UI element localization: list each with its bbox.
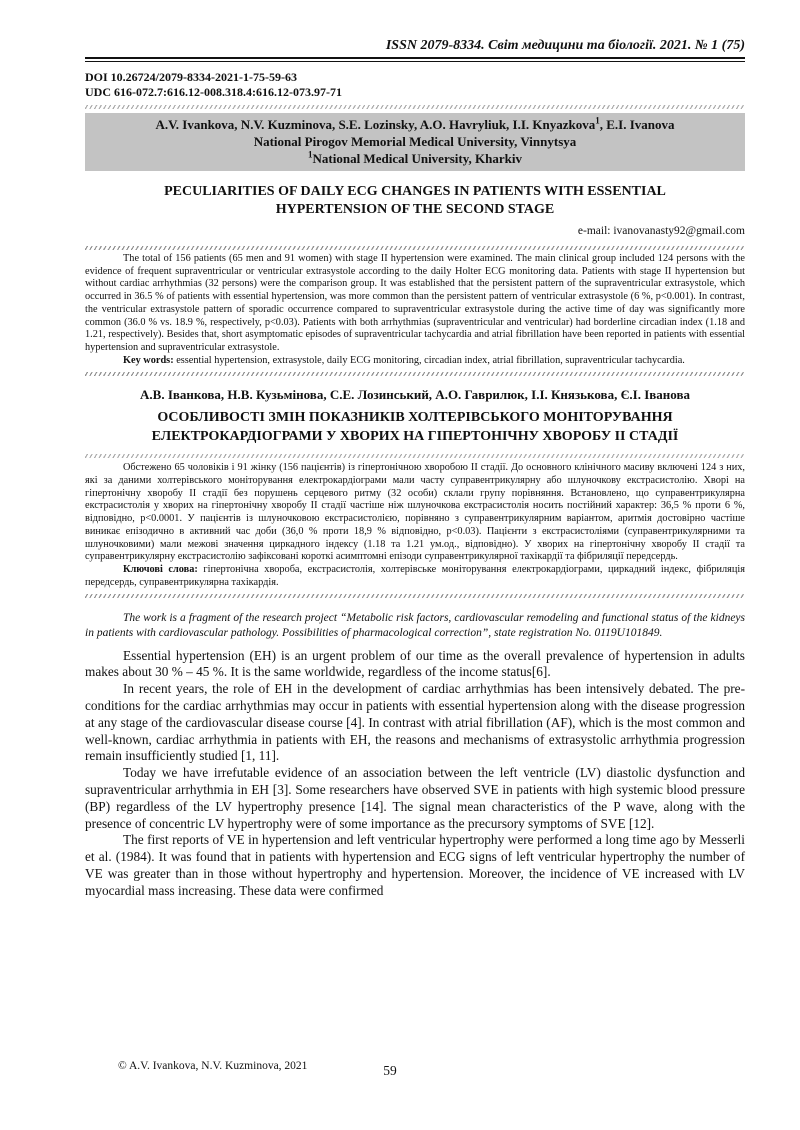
hatch-divider xyxy=(85,372,745,376)
authors-names-tail: , E.I. Ivanova xyxy=(599,117,675,132)
paper-title-en: PECULIARITIES OF DAILY ECG CHANGES IN PATIENTS WITH ESSENTIAL HYPERTENSION OF THE SECOND STAGE xyxy=(164,184,666,217)
authors-line-ua: А.В. Іванкова, Н.В. Кузьмінова, С.Е. Лозинський, А.О. Гаврилюк, І.І. Князькова, Є.І. Іванова xyxy=(140,387,690,403)
authors-names: A.V. Ivankova, N.V. Kuzminova, S.E. Lozinsky, A.O. Havryliuk, I.I. Knyazkova xyxy=(155,117,596,132)
paper-title-ua: ОСОБЛИВОСТІ ЗМІН ПОКАЗНИКІВ ХОЛТЕРІВСЬКОГО МОНІТОРУВАННЯ ЕЛЕКТРОКАРДІОГРАМИ У ХВОРИХ НА ГІПЕРТОНІЧНУ ХВОРОБУ ІІ СТАДІЇ xyxy=(151,410,679,445)
hatch-divider xyxy=(85,594,745,598)
superscript-marker: 1 xyxy=(308,149,313,160)
abstract-ua xyxy=(85,462,745,589)
email-line: e-mail: ivanovanasty92@gmail.com xyxy=(577,225,745,237)
affiliation-line-1: National Pirogov Memorial Medical University, Vinnytsya xyxy=(253,134,577,149)
keywords-en xyxy=(85,355,745,368)
keywords-label-ua: Ключові слова: xyxy=(123,563,198,575)
hatch-divider xyxy=(85,105,745,109)
authors-block xyxy=(85,113,745,171)
abstract-en xyxy=(85,253,745,367)
project-note xyxy=(85,611,745,640)
authors-line-en xyxy=(91,116,739,133)
body-paragraph: In recent years, the role of EH in the development of cardiac arrhythmias has been intensively debated. The pre-conditions for the cardiac arrhythmias may occur in patients with essential hypertension along with the disease progression at any stage of the cardiovascular disease course [4]. In contrast with atrial fibrillation (AF), which is the most common and well-known, cardiac arrhythmia in patients with EH, the reasons and mechanisms of extrasystolic arrhythmia progression remain insufficiently studied [1, 11]. xyxy=(85,681,745,764)
udc-line: UDC 616-072.7:616.12-008.318.4:616.12-073.97-71 xyxy=(85,84,342,99)
affiliation-line-2 xyxy=(91,150,739,167)
copyright-line: © A.V. Ivankova, N.V. Kuzminova, 2021 xyxy=(118,1060,308,1072)
keywords-ua xyxy=(85,564,745,589)
hatch-divider xyxy=(85,246,745,250)
header-double-rule xyxy=(85,57,745,62)
body-paragraph: The first reports of VE in hypertension and left ventricular hypertrophy were performed a long time ago by Messerli et al. (1984). It was found that in patients with hypertension and ECG signs of left ventricular hypertrophy the number of VE was greater than in those without hypertrophy and hypertension. Moreover, the incidence of VE increased with LV myocardial mass increasing. These data were confirmed xyxy=(85,832,745,898)
body-text xyxy=(85,648,745,900)
body-paragraph: Essential hypertension (EH) is an urgent problem of our time as the overall prevalence of hypertension in adults makes about 30 % – 45 %. It is the same worldwide, regardless of the income status[6]. xyxy=(85,647,745,680)
affiliation-2-text: National Medical University, Kharkiv xyxy=(312,151,522,166)
doi-line: DOI 10.26724/2079-8334-2021-1-75-59-63 xyxy=(85,70,297,84)
keywords-text-en: essential hypertension, extrasystole, daily ECG monitoring, circadian index, atrial fibrillation, supraventricular tachycardia. xyxy=(173,354,685,366)
project-note-text: The work is a fragment of the research project “Metabolic risk factors, cardiovascular remodeling and functional status of the kidneys in patients with cardiovascular pathology. Possibilities of pharmacological correction”, state registration No. 0119U101849. xyxy=(85,612,745,639)
keywords-text-ua: гіпертонічна хвороба, екстрасистолія, холтерівське моніторування електрокардіограми, циркадний індекс, фібриляція передсердь, суправентрикулярна тахікардія. xyxy=(85,563,745,588)
body-paragraph: Today we have irrefutable evidence of an association between the left ventricle (LV) diastolic dysfunction and supraventricular arrhythmia in EH [3]. Some researchers have observed SVE in patients with high systemic blood pressure (BP) regardless of the LV hypertrophy presence [14]. The signal mean characteristics of the P wave, along with the presence of concentric LV hypertrophy were of some importance as the precursory symptoms of SVE [12]. xyxy=(85,765,745,831)
issn-line: ISSN 2079-8334. Світ медицини та біології. 2021. № 1 (75) xyxy=(385,38,745,53)
page-number: 59 xyxy=(383,1063,397,1078)
abstract-en-text: The total of 156 patients (65 men and 91 women) with stage II hypertension were examined. The main clinical group included 124 persons with the evidence of frequent supraventricular or ventricular extrasystole according to the daily Holter ECG monitoring data. Patients with stage II hypertension but without cardiac arrhythmias (32 persons) were the comparison group. It was established that the persistent pattern of the supraventricular extrasystole, which occurred in 36.5 % of patients with essential hypertension, was more common than the persistent pattern of ventricular extrasystole (6 %, p<0.001). In contrast, the ventricular extrasystole pattern of sporadic occurrence compared to supraventricular extrasystole during the active time of day was significantly more common (36.0 % vs. 18.9 %, respectively, p<0.03). Patients with both arrhythmias (supraventricular and ventricular) had borderline circadian index (1.18 and 1.21, respectively). Besides that, short asymptomatic episodes of supraventricular tachycardia and atrial fibrillation have been reported in patients with essential hypertension and supraventricular extrasystole. xyxy=(85,253,745,353)
superscript-marker: 1 xyxy=(595,115,600,126)
hatch-divider xyxy=(85,454,745,458)
abstract-ua-text: Обстежено 65 чоловіків і 91 жінку (156 пацієнтів) із гіпертонічною хворобою ІІ стадії. До основного клінічного масиву включені 124 з них, які за даними холтерівського моніторування електрокардіограми мали часту суправентрикулярну або шлуночкову екстрасистолію. Хворі на гіпертонічну хворобу ІІ стадії без порушень серцевого ритму (32 особи) склали групу порівняння. Встановлено, що суправентрикулярна екстрасистолія у хворих на гіпертонічну хворобу ІІ стадії частіше ніж шлуночкова екстрасистолія носить постійний характер: 36,5 % проти 6 %, відповідно, р<0.0001. У пацієнтів із шлуночковою екстрасистолією, порівняно з суправентрикулярним варіантом, аритмія достовірно частіше виникає епізодично в активний час доби (36,0 % проти 18,9 % відповідно, р<0.03). Пацієнти з екстрасистоліями (суправентрикулярними та шлуночковими) мали межові значення циркадного індексу (1.18 та 1.21 ум.од., відповідно). У хворих на гіпертонічну хворобу ІІ стадії та суправентрикулярну екстрасистолію зафіксовані короткі асимптомні епізоди суправентрикулярної тахікардії та фібриляції передсердь. xyxy=(85,462,745,563)
keywords-label-en: Key words: xyxy=(123,354,174,366)
